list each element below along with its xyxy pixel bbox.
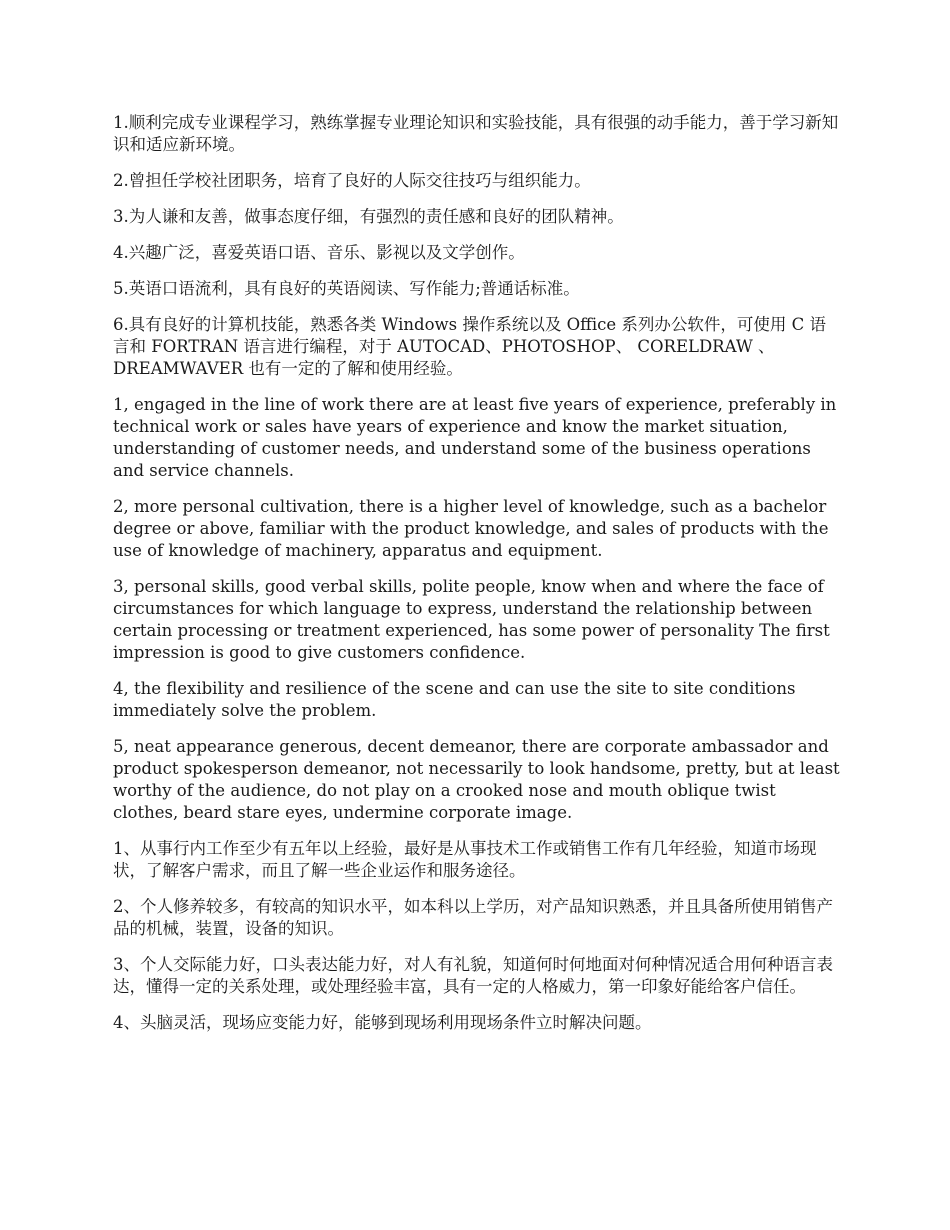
document-page bbox=[113, 112, 841, 1048]
paragraph-cn-list-3: 3、个人交际能力好，口头表达能力好，对人有礼貌，知道何时何地面对何种情况适合用何种语言表达，懂得一定的关系处理，或处理经验丰富，具有一定的人格威力，第一印象好能给客户信任。 bbox=[113, 955, 833, 996]
paragraph-en-3: 3, personal skills, good verbal skills, polite people, know when and where the face of circumstances for which language to express, understand the relationship between certain processing or treatment experienced, has some power of personality The first impression is good to give customers confidence. bbox=[113, 577, 830, 662]
paragraph-cn-1: 1.顺利完成专业课程学习，熟练掌握专业理论知识和实验技能，具有很强的动手能力，善于学习新知识和适应新环境。 bbox=[113, 113, 839, 154]
paragraph-cn-list-4: 4、头脑灵活，现场应变能力好，能够到现场利用现场条件立时解决问题。 bbox=[113, 1013, 652, 1032]
paragraph-cn-6: 6.具有良好的计算机技能，熟悉各类 Windows 操作系统以及 Office 系列办公软件，可使用 C 语言和 FORTRAN 语言进行编程，对于 AUTOCAD、PHOTOSHOP、 CORELDRAW 、DREAMWAVER 也有一定的了解和使用经验。 bbox=[113, 315, 827, 378]
paragraph-en-2: 2, more personal cultivation, there is a higher level of knowledge, such as a bachelor degree or above, familiar with the product knowledge, and sales of products with the use of knowledge of machinery, apparatus and equipment. bbox=[113, 497, 829, 560]
paragraph-cn-list-1: 1、从事行内工作至少有五年以上经验，最好是从事技术工作或销售工作有几年经验，知道市场现状，了解客户需求，而且了解一些企业运作和服务途径。 bbox=[113, 839, 817, 880]
paragraph-en-4: 4, the flexibility and resilience of the scene and can use the site to site conditions immediately solve the problem. bbox=[113, 679, 796, 720]
paragraph-en-1: 1, engaged in the line of work there are at least five years of experience, preferably in technical work or sales have years of experience and know the market situation, understanding of customer needs, and understand some of the business operations and service channels. bbox=[113, 395, 837, 480]
paragraph-cn-5: 5.英语口语流利，具有良好的英语阅读、写作能力;普通话标准。 bbox=[113, 279, 580, 298]
paragraph-cn-2: 2.曾担任学校社团职务，培育了良好的人际交往技巧与组织能力。 bbox=[113, 171, 591, 190]
paragraph-cn-4: 4.兴趣广泛，喜爱英语口语、音乐、影视以及文学创作。 bbox=[113, 243, 525, 262]
paragraph-en-5: 5, neat appearance generous, decent demeanor, there are corporate ambassador and product spokesperson demeanor, not necessarily to look handsome, pretty, but at least worthy of the audience, do not play on a crooked nose and mouth oblique twist clothes, beard stare eyes, undermine corporate image. bbox=[113, 737, 840, 822]
paragraph-cn-list-2: 2、个人修养较多，有较高的知识水平，如本科以上学历，对产品知识熟悉，并且具备所使用销售产品的机械，装置，设备的知识。 bbox=[113, 897, 833, 938]
paragraph-cn-3: 3.为人谦和友善，做事态度仔细，有强烈的责任感和良好的团队精神。 bbox=[113, 207, 624, 226]
